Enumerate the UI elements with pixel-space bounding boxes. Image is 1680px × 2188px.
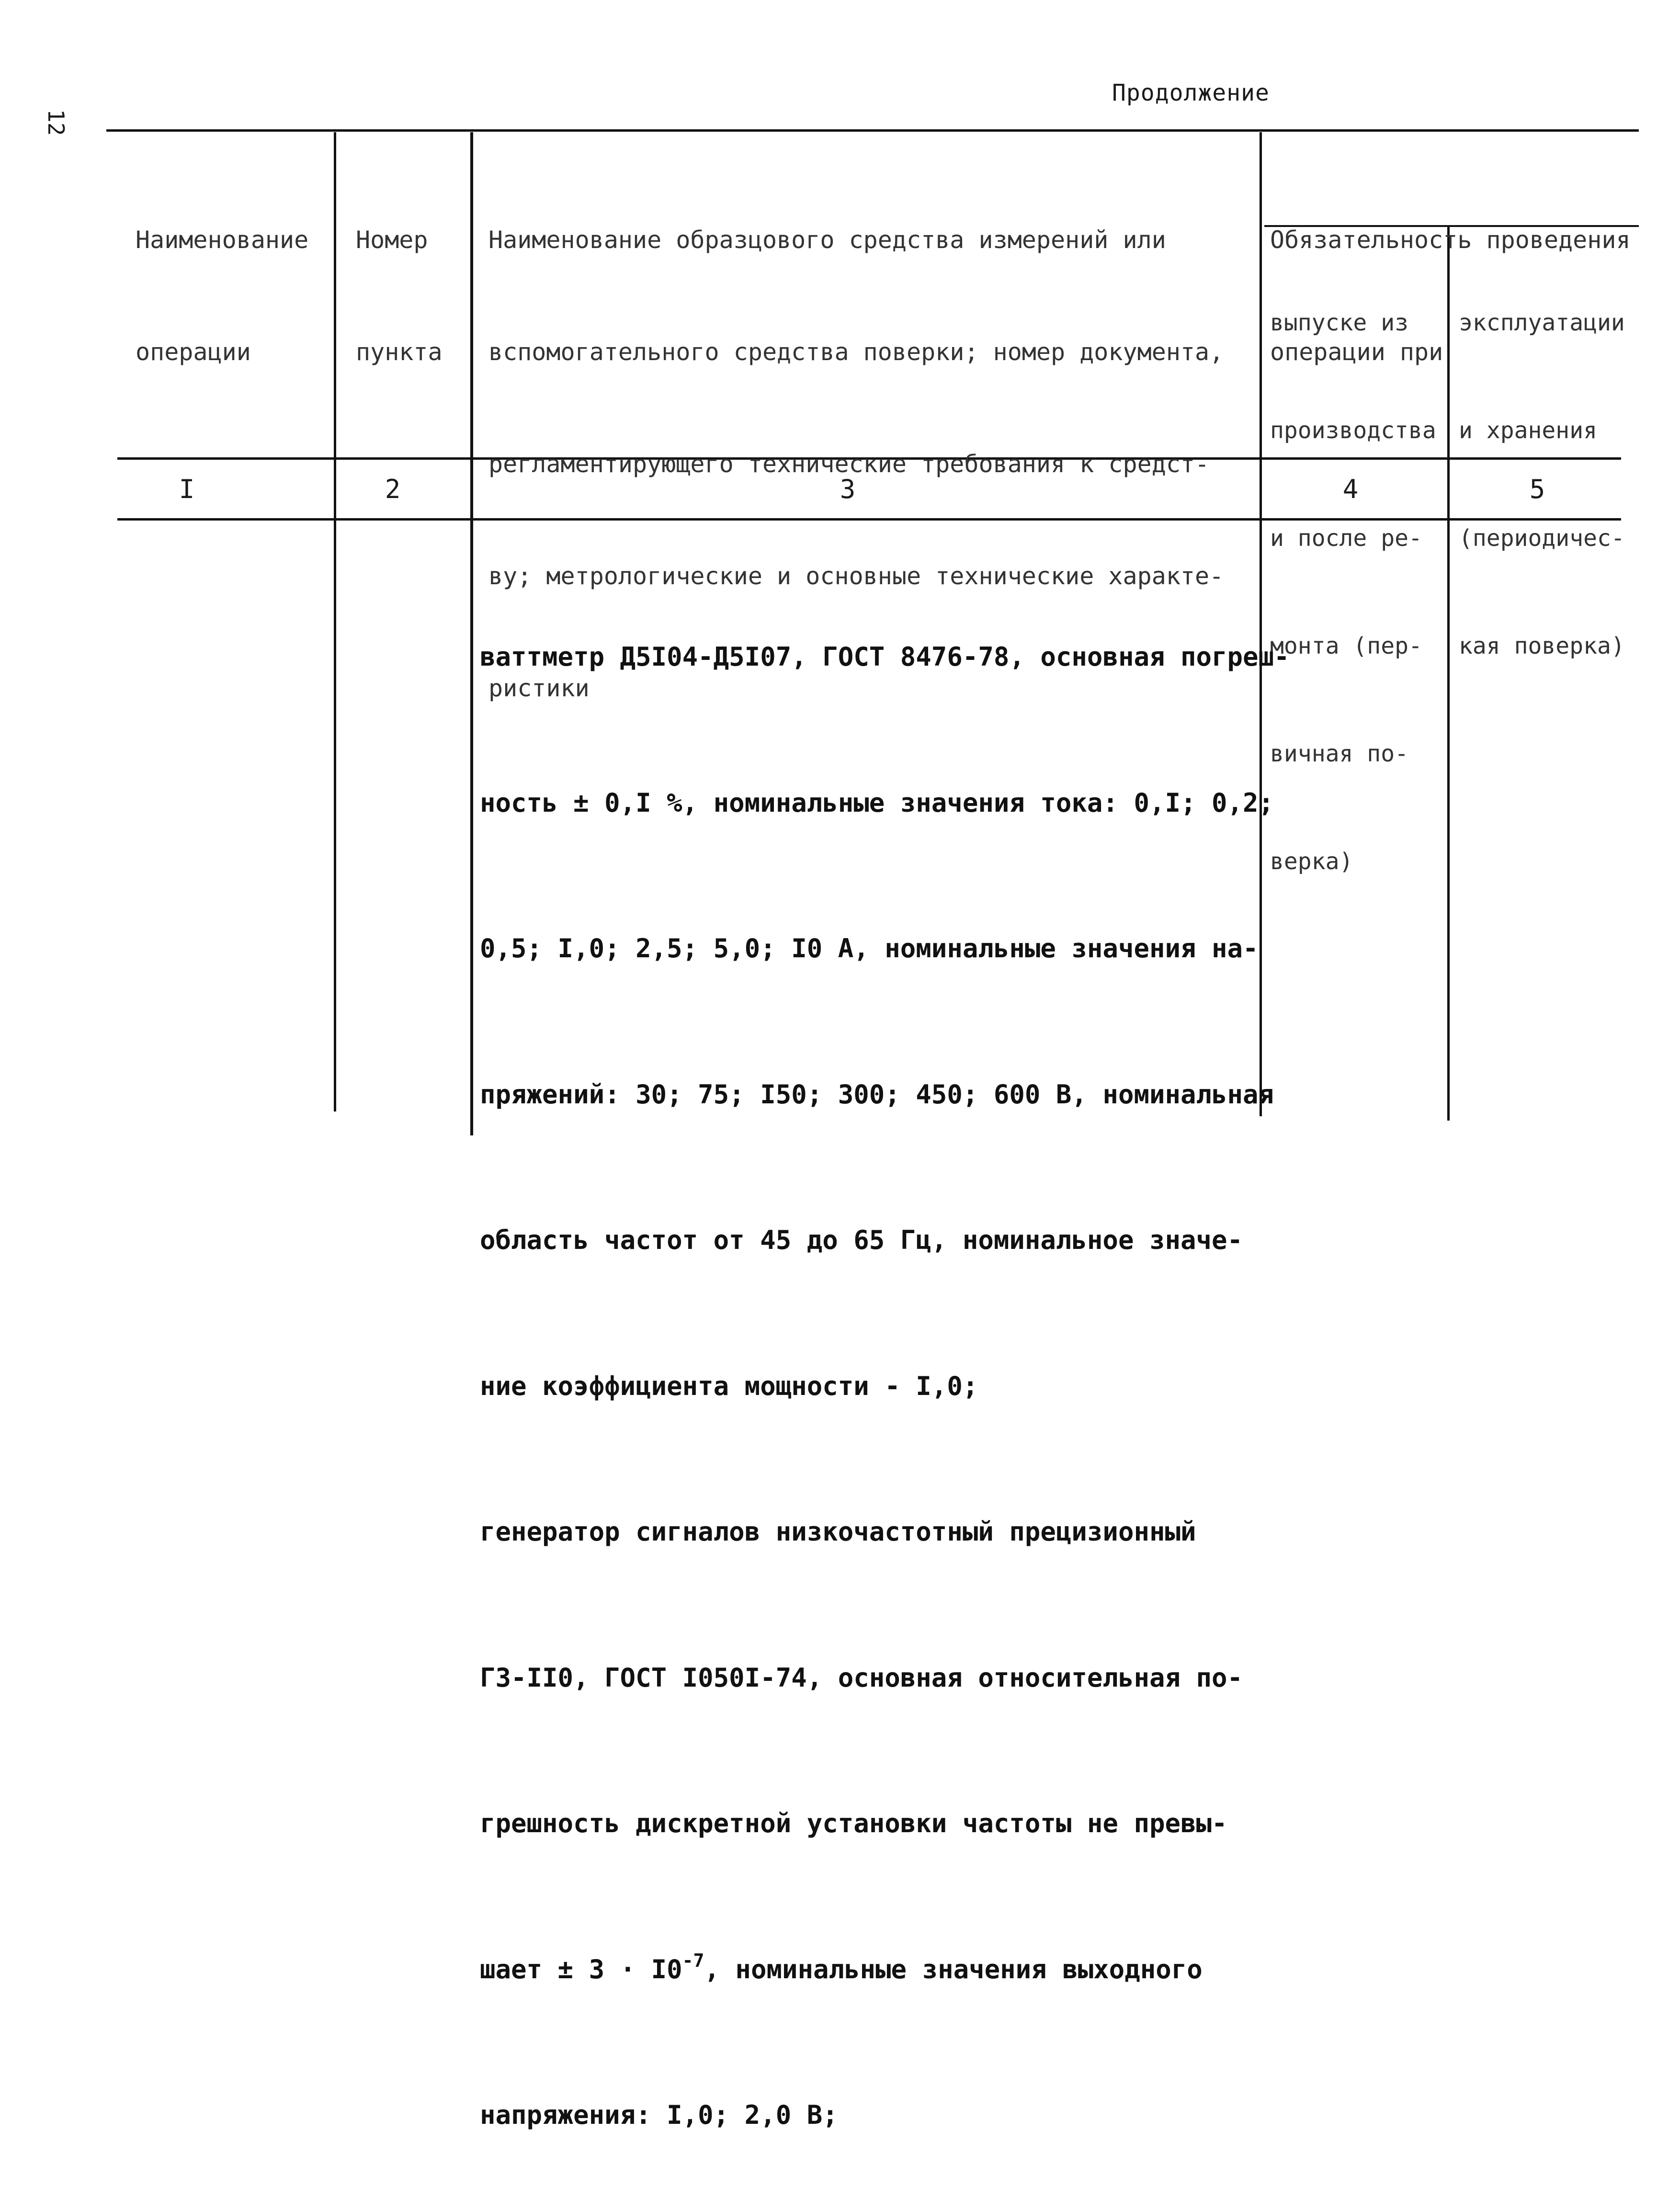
continuation-label: Продолжение	[1112, 79, 1270, 106]
body-line-with-exponent: шает ± $3 \cdot I0^{-7}$, номинальные значения выходного	[480, 1950, 1203, 1984]
column-number-5: 5	[1529, 474, 1545, 504]
header-standard-instrument: Наименование образцового средства измерений или вспомогательного средства поверки; номер документа, регламентирующего технические требования к средст- ву; метрологические и основные технические характе- ристики	[488, 226, 1224, 702]
body-line: генератор сигналов низкочастотный прецизионный	[480, 1517, 1196, 1547]
page-number: 12	[43, 109, 69, 136]
header-periodic-verification: эксплуатации и хранения (периодичес- кая поверка)	[1459, 309, 1625, 659]
header-primary-verification: выпуске из производства и после ре- монта (пер- вичная по- верка)	[1270, 309, 1436, 875]
body-line: ность ± 0,I %, номинальные значения тока: 0,I; 0,2;	[480, 787, 1274, 818]
body-line: ние коэффициента мощности - I,0;	[480, 1371, 978, 1401]
header-obligation-group: Обязательность проведения операции при	[1270, 226, 1631, 366]
instrument-description	[480, 535, 1290, 2188]
column-divider-1-2	[334, 132, 336, 1111]
body-line: 0,5; I,0; 2,5; 5,0; I0 А, номинальные значения на-	[480, 933, 1259, 964]
column-number-4: 4	[1342, 474, 1359, 504]
body-line: напряжения: I,0; 2,0 В;	[480, 2100, 838, 2130]
column-number-1: I	[179, 474, 195, 504]
column-number-3: 3	[840, 474, 856, 504]
column-number-2: 2	[385, 474, 401, 504]
body-line: ваттметр Д5I04-Д5I07, ГОСТ 8476-78, основная погреш-	[480, 642, 1290, 672]
header-operation-name: Наименование операции	[136, 226, 309, 366]
column-divider-2-3	[470, 132, 473, 1135]
body-line: область частот от 45 до 65 Гц, номинальное значе-	[480, 1225, 1243, 1255]
exponent: -7	[682, 1950, 704, 1971]
body-line: пряжений: 30; 75; I50; 300; 450; 600 В, номинальная	[480, 1079, 1274, 1110]
body-line: грешность дискретной установки частоты не превы-	[480, 1808, 1227, 1838]
body-line: Г3-II0, ГОСТ I050I-74, основная относительная по-	[480, 1662, 1243, 1693]
table-top-border	[106, 129, 1639, 132]
header-item-number: Номер пункта	[356, 226, 443, 366]
